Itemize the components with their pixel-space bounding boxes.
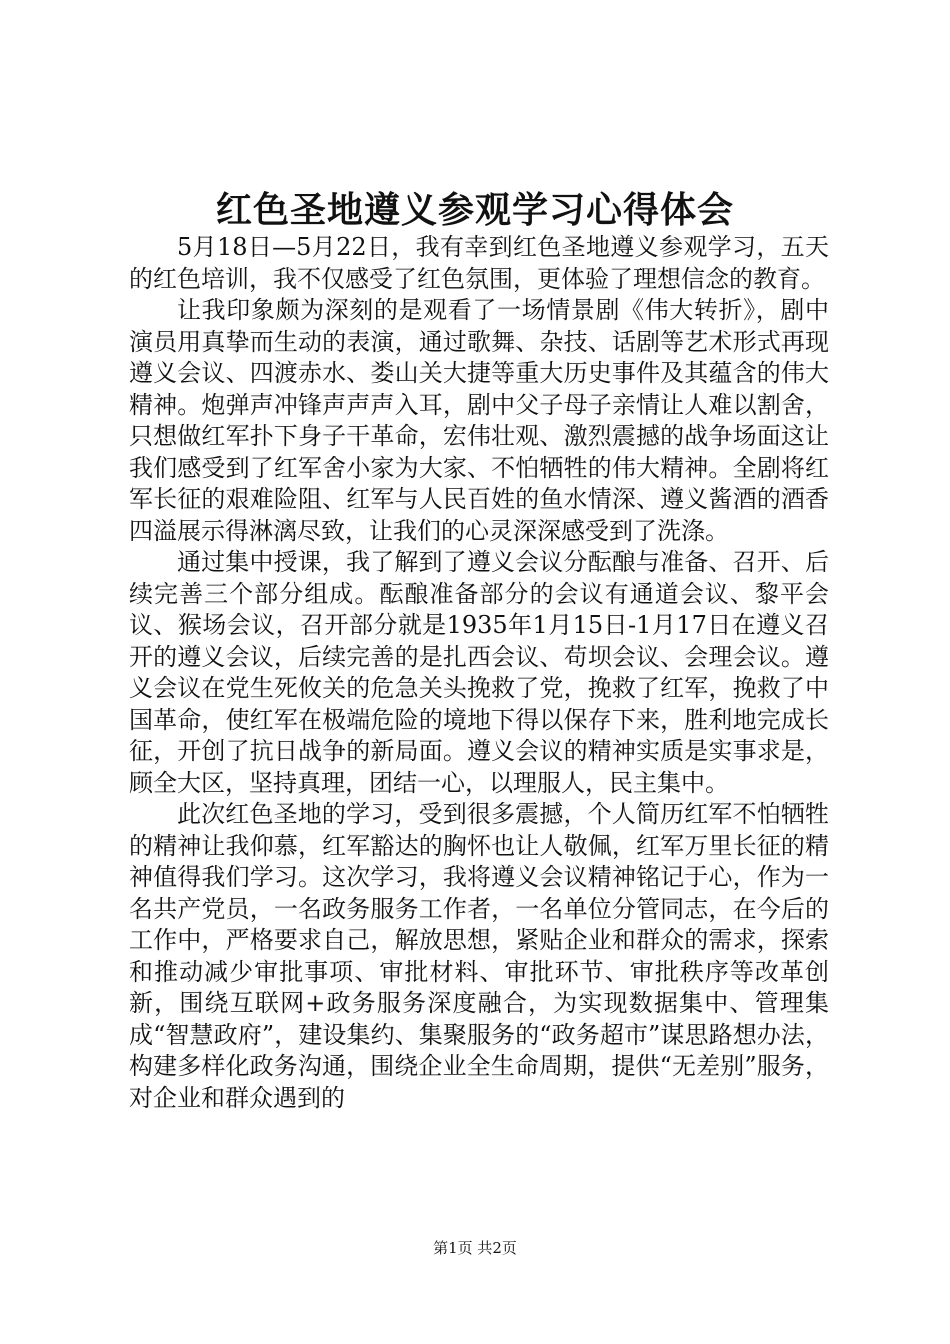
paragraph-3: 通过集中授课，我了解到了遵义会议分酝酿与准备、召开、后续完善三个部分组成。酝酿准备部分的会议有通道会议、黎平会议、猴场会议，召开部分就是1935年1月15日-1月17日在遵义召开的遵义会议，后续完善的是扎西会议、苟坝会议、会理会议。遵义会议在党生死攸关的危急关头挽救了党，挽救了红军，挽救了中国革命，使红军在极端危险的境地下得以保存下来，胜利地完成长征，开创了抗日战争的新局面。遵义会议的精神实质是实事求是，顾全大区，坚持真理，团结一心，以理服人，民主集中。 <box>129 548 829 797</box>
page-number-footer: 第1页 共2页 <box>433 1239 517 1257</box>
document-body <box>129 232 829 1114</box>
paragraph-2: 让我印象颇为深刻的是观看了一场情景剧《伟大转折》，剧中演员用真挚而生动的表演，通过歌舞、杂技、话剧等艺术形式再现遵义会议、四渡赤水、娄山关大捷等重大历史事件及其蕴含的伟大精神。炮弹声冲锋声声声入耳，剧中父子母子亲情让人难以割舍，只想做红军扑下身子干革命，宏伟壮观、激烈震撼的战争场面这让我们感受到了红军舍小家为大家、不怕牺牲的伟大精神。全剧将红军长征的艰难险阻、红军与人民百姓的鱼水情深、遵义酱酒的酒香四溢展示得淋漓尽致，让我们的心灵深深感受到了洗涤。 <box>129 296 829 545</box>
paragraph-4: 此次红色圣地的学习，受到很多震撼，个人简历红军不怕牺牲的精神让我仰慕，红军豁达的胸怀也让人敬佩，红军万里长征的精神值得我们学习。这次学习，我将遵义会议精神铭记于心，作为一名共产党员，一名政务服务工作者，一名单位分管同志，在今后的工作中，严格要求自己，解放思想，紧贴企业和群众的需求，探索和推动减少审批事项、审批材料、审批环节、审批秩序等改革创新，围绕互联网+政务服务深度融合，为实现数据集中、管理集成“智慧政府”，建设集约、集聚服务的“政务超市”谋思路想办法，构建多样化政务沟通，围绕企业全生命周期，提供“无差别”服务，对企业和群众遇到的 <box>129 800 829 1112</box>
page-title: 红色圣地遵义参观学习心得体会 <box>215 189 734 231</box>
paragraph-1: 5月18日—5月22日，我有幸到红色圣地遵义参观学习，五天的红色培训，我不仅感受了红色氛围，更体验了理想信念的教育。 <box>129 233 829 293</box>
